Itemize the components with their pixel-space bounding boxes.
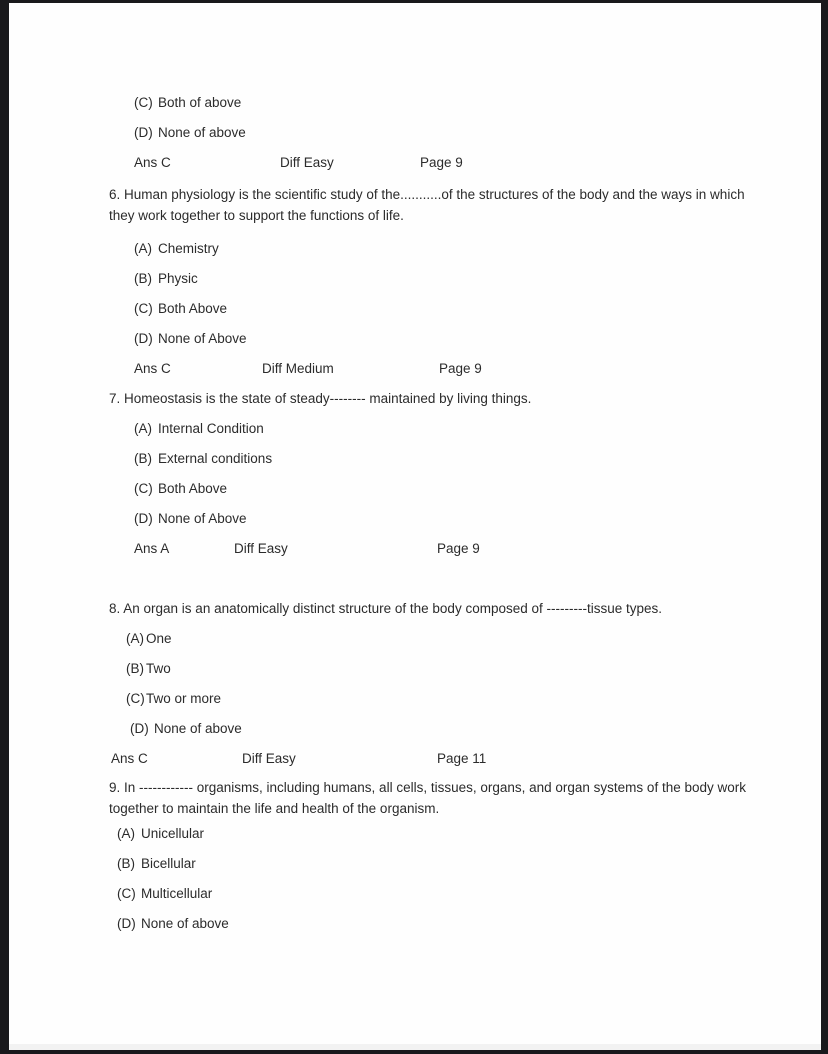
answer-row — [109, 744, 821, 774]
option-d — [109, 714, 821, 744]
question-9 — [109, 778, 821, 939]
option-label: Both of above — [158, 95, 242, 110]
question-text: 7. Homeostasis is the state of steady-------- maintained by living things. — [109, 391, 532, 406]
option-letter: (B) — [117, 856, 135, 871]
option-letter: (B) — [134, 271, 152, 286]
option-b — [109, 849, 821, 879]
answer-row — [109, 148, 821, 178]
option-letter: (D) — [130, 721, 149, 736]
option-c — [109, 88, 821, 118]
option-letter: (A) — [126, 631, 144, 646]
option-letter: (C) — [126, 691, 145, 706]
option-label: Two or more — [146, 691, 222, 706]
difficulty: Diff Easy — [242, 751, 296, 766]
page-ref: Page 9 — [439, 361, 482, 376]
option-a — [109, 414, 821, 444]
option-letter: (B) — [134, 451, 152, 466]
option-label: Both Above — [158, 481, 228, 496]
option-c — [109, 294, 821, 324]
option-letter: (D) — [134, 511, 153, 526]
option-a — [109, 234, 821, 264]
difficulty: Diff Easy — [234, 541, 288, 556]
option-letter: (C) — [134, 95, 153, 110]
page-ref: Page 9 — [420, 155, 463, 170]
document-page — [9, 3, 821, 1050]
option-d — [109, 909, 821, 939]
option-d — [109, 504, 821, 534]
option-label: None of Above — [158, 331, 247, 346]
option-letter: (D) — [134, 331, 153, 346]
option-a — [109, 819, 821, 849]
option-d — [109, 324, 821, 354]
option-label: Chemistry — [158, 241, 219, 256]
option-label: One — [146, 631, 172, 646]
answer-key: Ans A — [134, 541, 170, 556]
option-label: None of above — [158, 125, 246, 140]
option-b — [109, 444, 821, 474]
option-label: None of Above — [158, 511, 247, 526]
option-label: Physic — [158, 271, 198, 286]
option-a — [109, 624, 821, 654]
option-label: Bicellular — [141, 856, 196, 871]
option-d — [109, 118, 821, 148]
option-letter: (C) — [134, 301, 153, 316]
question-7 — [109, 384, 821, 564]
option-c — [109, 879, 821, 909]
question-5-tail — [109, 88, 821, 178]
answer-row — [109, 354, 821, 384]
option-letter: (C) — [134, 481, 153, 496]
document-content — [9, 3, 821, 939]
option-letter: (B) — [126, 661, 144, 676]
option-label: Multicellular — [141, 886, 213, 901]
option-label: Unicellular — [141, 826, 205, 841]
option-letter: (D) — [117, 916, 136, 931]
answer-key: Ans C — [111, 751, 148, 766]
option-label: None of above — [141, 916, 229, 931]
option-b — [109, 264, 821, 294]
answer-key: Ans C — [134, 155, 171, 170]
option-letter: (C) — [117, 886, 136, 901]
option-label: Both Above — [158, 301, 228, 316]
question-6 — [109, 185, 821, 384]
difficulty: Diff Easy — [280, 155, 334, 170]
question-text: 9. In ------------ organisms, including humans, all cells, tissues, organs, and organ systems of the body work together to maintain the life and health of the organism. — [109, 780, 746, 816]
question-text: 8. An organ is an anatomically distinct structure of the body composed of ---------tissue types. — [109, 601, 662, 616]
option-c — [109, 684, 821, 714]
difficulty: Diff Medium — [262, 361, 334, 376]
question-text: 6. Human physiology is the scientific study of the...........of the structures of the body and the ways in which they work together to support the functions of life. — [109, 187, 745, 223]
option-letter: (A) — [134, 421, 152, 436]
option-label: None of above — [154, 721, 242, 736]
option-letter: (A) — [134, 241, 152, 256]
answer-key: Ans C — [134, 361, 171, 376]
option-letter: (A) — [117, 826, 135, 841]
option-label: External conditions — [158, 451, 273, 466]
page-ref: Page 9 — [437, 541, 480, 556]
answer-row — [109, 534, 821, 564]
option-c — [109, 474, 821, 504]
question-8 — [109, 594, 821, 774]
option-label: Internal Condition — [158, 421, 264, 436]
option-letter: (D) — [134, 125, 153, 140]
option-label: Two — [146, 661, 171, 676]
page-ref: Page 11 — [437, 751, 487, 766]
option-b — [109, 654, 821, 684]
